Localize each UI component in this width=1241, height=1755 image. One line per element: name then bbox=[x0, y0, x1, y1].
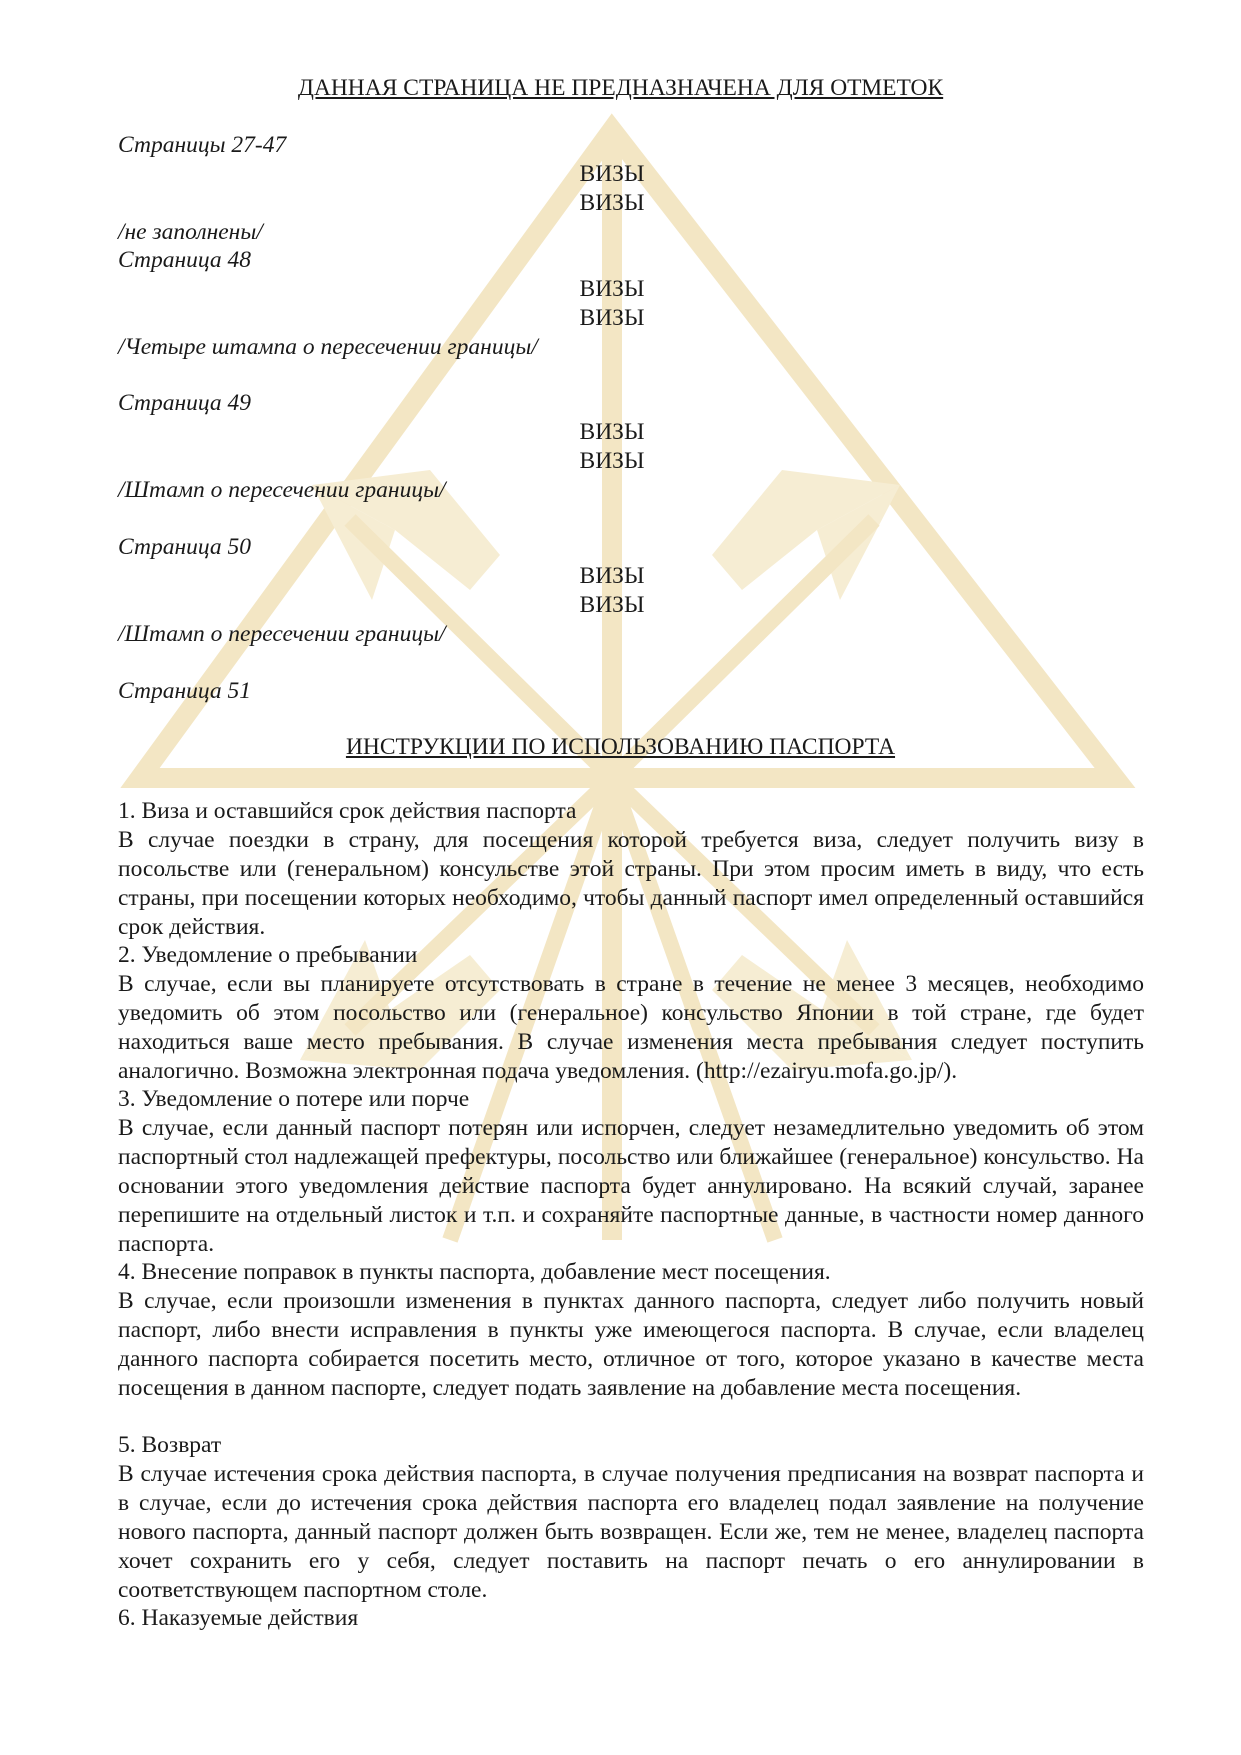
page-label: Страница 51 bbox=[118, 678, 252, 704]
section-body: В случае поездки в страну, для посещения которой требуется виза, следует получить визу в посольстве или (генеральном) консульстве этой страны. При этом просим иметь в виду, что есть страны, при посещении которых необходимо, чтобы данный паспорт имел определенный оставшийся срок действия. bbox=[118, 827, 1144, 940]
page-label: Страница 50 bbox=[118, 534, 252, 560]
section-heading: 3. Уведомление о потере или порче bbox=[118, 1086, 470, 1112]
section-heading: 6. Наказуемые действия bbox=[118, 1605, 359, 1631]
section-body: В случае истечения срока действия паспорта, в случае получения предписания на возврат паспорта и в случае, если до истечения срока действия паспорта его владелец подал заявление на получение нового паспорта, данный паспорт должен быть возвращен. Если же, тем не менее, владелец паспорта хочет сохранить его у себя, следует поставить на паспорт печать о его аннулировании в соответствующем паспортном столе. bbox=[118, 1461, 1144, 1603]
page-note: /Штамп о пересечении границы/ bbox=[118, 477, 446, 503]
page-title: ДАННАЯ СТРАНИЦА НЕ ПРЕДНАЗНАЧЕНА ДЛЯ ОТМЕТОК bbox=[297, 75, 944, 101]
instructions-title: ИНСТРУКЦИИ ПО ИСПОЛЬЗОВАНИЮ ПАСПОРТА bbox=[345, 734, 896, 760]
document-page: ДАННАЯ СТРАНИЦА НЕ ПРЕДНАЗНАЧЕНА ДЛЯ ОТМЕТОК Страницы 27-47 ВИЗЫ ВИЗЫ /не заполнены/ Страница 48 ВИЗЫ ВИЗЫ /Четыре штампа о пересечении границы/ Страница 49 ВИЗЫ ВИЗЫ /Штамп о пересечении границы/ Страница 50 ВИЗЫ ВИЗЫ /Штамп о пересечении границы/ Страница 51 ИНСТРУКЦИИ ПО ИСПОЛЬЗОВАНИЮ ПАСПОРТА 1. Виза и оставшийся срок действия паспорта В случае поездки в страну, для посещения которой требуется виза, следует получить визу в посольстве или (генеральном) консульстве этой страны. При этом просим иметь в виду, что есть страны, при посещении которых необходимо, чтобы данный паспорт имел определенный оставшийся срок действия. 2. Уведомление о пребывании В случае, если вы планируете отсутствовать в стране в течение не менее 3 месяцев, необходимо уведомить об этом посольство или (генеральное) консульство Японии в той стране, где будет находиться ваше место пребывания. В случае изменения места пребывания следует поступить аналогично. Возможна электронная подача уведомления. (http://ezairyu.mofa.go.jp/). 3. Уведомление о потере или порче В случае, если данный паспорт потерян или испорчен, следует незамедлительно уведомить об этом паспортный стол надлежащей префектуры, посольство или ближайшее (генеральное) консульство. На основании этого уведомления действие паспорта будет аннулировано. На всякий случай, заранее перепишите на отдельный листок и т.п. и сохраняйте паспортные данные, в частности номер данного паспорта. 4. Внесение поправок в пункты паспорта, добавление мест посещения. В случае, если произошли изменения в пунктах данного паспорта, следует либо получить новый паспорт, либо внести исправления в пункты уже имеющегося паспорта. В случае, если владелец данного паспорта собирается посетить место, отличное от того, которое указано в качестве места посещения в данном паспорте, следует подать заявление на добавление места посещения. 5. Возврат В случае истечения срока действия паспорта, в случае получения предписания на возврат паспорта и в случае, если до истечения срока действия паспорта его владелец подал заявление на получение нового паспорта, данный паспорт должен быть возвращен. Если же, тем не менее, владелец паспорта хочет сохранить его у себя, следует поставить на паспорт печать о его аннулировании в соответствующем паспортном столе. 6. Наказуемые действия bbox=[0, 0, 1241, 1755]
page-note: /Штамп о пересечении границы/ bbox=[118, 621, 446, 647]
page-label: Страницы 27-47 bbox=[118, 132, 287, 158]
section-body: В случае, если вы планируете отсутствовать в стране в течение не менее 3 месяцев, необходимо уведомить об этом посольство или (генеральное) консульство Японии в той стране, где будет находиться ваше место пребывания. В случае изменения места пребывания следует поступить аналогично. Возможна электронная подача уведомления. (http://ezairyu.mofa.go.jp/). bbox=[118, 971, 1144, 1084]
page-label: Страница 48 bbox=[118, 247, 252, 273]
page-label: Страница 49 bbox=[118, 390, 252, 416]
section-heading: 4. Внесение поправок в пункты паспорта, добавление мест посещения. bbox=[118, 1259, 831, 1285]
page-note: /не заполнены/ bbox=[118, 219, 263, 245]
section-heading: 1. Виза и оставшийся срок действия паспорта bbox=[118, 798, 577, 824]
section-heading: 5. Возврат bbox=[118, 1432, 222, 1458]
section-body: В случае, если данный паспорт потерян или испорчен, следует незамедлительно уведомить об этом паспортный стол надлежащей префектуры, посольство или ближайшее (генеральное) консульство. На основании этого уведомления действие паспорта будет аннулировано. На всякий случай, заранее перепишите на отдельный листок и т.п. и сохраняйте паспортные данные, в частности номер данного паспорта. bbox=[118, 1115, 1144, 1257]
section-heading: 2. Уведомление о пребывании bbox=[118, 942, 418, 968]
page-note: /Четыре штампа о пересечении границы/ bbox=[118, 334, 538, 360]
section-body: В случае, если произошли изменения в пунктах данного паспорта, следует либо получить новый паспорт, либо внести исправления в пункты уже имеющегося паспорта. В случае, если владелец данного паспорта собирается посетить место, отличное от того, которое указано в качестве места посещения в данном паспорте, следует подать заявление на добавление места посещения. bbox=[118, 1288, 1144, 1401]
